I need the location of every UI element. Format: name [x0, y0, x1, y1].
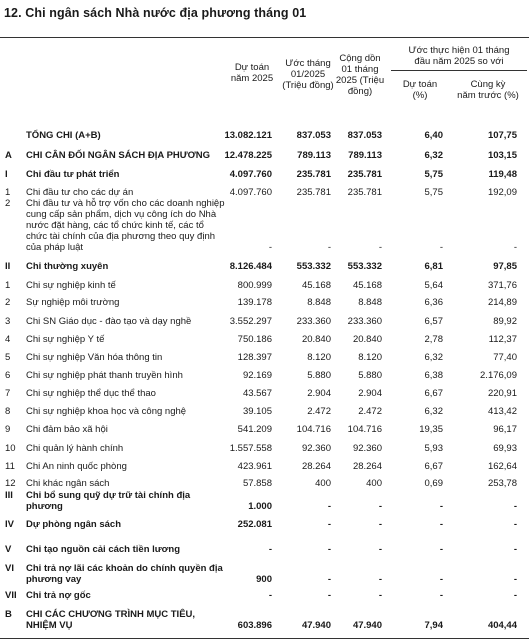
cell-estimate-2025: 900 — [256, 574, 272, 585]
header-vs-estimate — [392, 79, 448, 101]
cell-pct-vs-last-year: - — [513, 519, 517, 530]
row-label: Chi quản lý hành chính — [26, 443, 124, 454]
header-month-estimate — [278, 58, 338, 91]
cell-cumulative: 104.716 — [347, 424, 382, 435]
cell-estimate-2025: 603.896 — [237, 620, 272, 631]
cell-cumulative: 20.840 — [352, 334, 382, 345]
cell-cumulative: 28.264 — [352, 461, 382, 472]
cell-pct-of-estimate: - — [439, 242, 443, 253]
cell-pct-of-estimate: 6,57 — [424, 316, 443, 327]
row-code: 9 — [5, 424, 11, 435]
header-estimate — [220, 62, 284, 84]
cell-month-estimate: - — [327, 519, 331, 530]
cell-cumulative: 47.940 — [352, 620, 382, 631]
cell-pct-vs-last-year: 107,75 — [487, 130, 517, 141]
row-label: Chi sự nghiệp Văn hóa thông tin — [26, 352, 163, 363]
cell-month-estimate: - — [327, 574, 331, 585]
cell-month-estimate: - — [327, 242, 331, 253]
row-label: Chi trả nợ lãi các khoản do chính quyền địa phương vay — [26, 563, 223, 585]
cell-pct-vs-last-year: 214,89 — [487, 297, 517, 308]
cell-pct-vs-last-year: 97,85 — [493, 261, 517, 272]
cell-cumulative: 837.053 — [347, 130, 382, 141]
cell-pct-of-estimate: - — [439, 501, 443, 512]
row-label: CHI CÂN ĐỐI NGÂN SÁCH ĐỊA PHƯƠNG — [26, 150, 210, 161]
cell-month-estimate: 789.113 — [297, 150, 331, 161]
cell-pct-vs-last-year: 89,92 — [493, 316, 517, 327]
row-label: Chi sự nghiệp thể dục thể thao — [26, 388, 156, 399]
cell-estimate-2025: - — [268, 590, 272, 601]
cell-cumulative: 2.472 — [358, 406, 382, 417]
cell-pct-vs-last-year: 77,40 — [493, 352, 517, 363]
header-line: năm 2025 — [230, 73, 274, 84]
cell-pct-vs-last-year: 103,15 — [487, 150, 517, 161]
row-label: Chi sự nghiệp phát thanh truyền hình — [26, 370, 183, 381]
header-line: Dự toán — [402, 79, 438, 90]
cell-pct-vs-last-year: 162,64 — [487, 461, 517, 472]
header-line: 01 tháng — [341, 64, 379, 75]
cell-cumulative: - — [378, 242, 382, 253]
cell-pct-vs-last-year: 119,48 — [488, 169, 517, 180]
row-label: Chi SN Giáo dục - đào tạo và dạy nghề — [26, 316, 192, 327]
cell-cumulative: 8.848 — [358, 297, 382, 308]
row-label: Dự phòng ngân sách — [26, 519, 122, 530]
cell-cumulative: 553.332 — [347, 261, 382, 272]
cell-pct-vs-last-year: 220,91 — [487, 388, 517, 399]
cell-pct-of-estimate: - — [439, 519, 443, 530]
row-label: Chi đầu tư cho các dự án — [26, 187, 134, 198]
cell-pct-vs-last-year: 253,78 — [487, 478, 517, 489]
cell-month-estimate: 2.472 — [307, 406, 331, 417]
row-code: 4 — [5, 334, 11, 345]
row-code: 11 — [5, 461, 15, 472]
cell-pct-of-estimate: 6,81 — [424, 261, 443, 272]
cell-month-estimate: 8.848 — [307, 297, 331, 308]
row-label: Sự nghiệp môi trường — [26, 297, 120, 308]
cell-month-estimate: 8.120 — [307, 352, 331, 363]
row-label: Chi sự nghiệp Y tế — [26, 334, 105, 345]
header-group — [391, 45, 527, 67]
row-label: Chi trả nợ gốc — [26, 590, 91, 601]
cell-estimate-2025: 3.552.297 — [229, 316, 272, 327]
cell-month-estimate: 837.053 — [296, 130, 331, 141]
cell-pct-of-estimate: 19,35 — [419, 424, 443, 435]
cell-pct-of-estimate: 6,32 — [424, 150, 443, 161]
cell-month-estimate: 400 — [315, 478, 331, 489]
cell-month-estimate: 104.716 — [296, 424, 331, 435]
cell-pct-vs-last-year: 2.176,09 — [480, 370, 517, 381]
cell-pct-vs-last-year: 192,09 — [487, 187, 517, 198]
cell-month-estimate: 553.332 — [296, 261, 331, 272]
cell-month-estimate: - — [327, 590, 331, 601]
cell-cumulative: 45.168 — [352, 280, 382, 291]
cell-pct-vs-last-year: 112,37 — [488, 334, 517, 345]
row-label: Chi đầu tư phát triển — [26, 169, 120, 180]
table-bottom-rule — [0, 638, 529, 639]
header-line: 01/2025 — [290, 69, 326, 80]
header-line: Ước thực hiện 01 tháng — [408, 45, 510, 56]
header-cumulative — [332, 53, 388, 97]
header-line: Cùng kỳ — [470, 79, 506, 90]
row-code: III — [5, 490, 13, 501]
header-line: đầu năm 2025 so với — [414, 56, 504, 67]
cell-month-estimate: 235.781 — [296, 187, 331, 198]
cell-estimate-2025: 800.999 — [237, 280, 272, 291]
header-line: Ước tháng — [285, 58, 331, 69]
cell-cumulative: 235.781 — [347, 169, 382, 180]
cell-cumulative: 400 — [366, 478, 382, 489]
row-label: Chi thường xuyên — [26, 261, 109, 272]
cell-cumulative: - — [378, 574, 382, 585]
cell-cumulative: - — [378, 544, 382, 555]
cell-pct-of-estimate: 5,93 — [424, 443, 443, 454]
cell-pct-of-estimate: 5,64 — [424, 280, 443, 291]
cell-cumulative: - — [378, 501, 382, 512]
row-code: 2 — [5, 297, 11, 308]
cell-pct-vs-last-year: 96,17 — [493, 424, 517, 435]
cell-month-estimate: - — [327, 501, 331, 512]
cell-pct-of-estimate: 0,69 — [424, 478, 443, 489]
cell-estimate-2025: 1.000 — [248, 501, 272, 512]
cell-pct-vs-last-year: - — [513, 590, 517, 601]
cell-estimate-2025: 750.186 — [237, 334, 272, 345]
cell-pct-of-estimate: - — [439, 544, 443, 555]
row-label: CHI CÁC CHƯƠNG TRÌNH MỤC TIÊU, NHIỆM VỤ — [26, 609, 196, 631]
cell-pct-of-estimate: 6,40 — [424, 130, 443, 141]
cell-pct-of-estimate: 6,67 — [424, 461, 443, 472]
cell-cumulative: - — [378, 590, 382, 601]
row-code: 8 — [5, 406, 11, 417]
cell-cumulative: 92.360 — [352, 443, 382, 454]
row-code: II — [5, 261, 11, 272]
cell-estimate-2025: 252.081 — [237, 519, 272, 530]
row-code: VII — [5, 590, 17, 601]
cell-cumulative: 233.360 — [347, 316, 382, 327]
cell-month-estimate: 45.168 — [301, 280, 331, 291]
cell-estimate-2025: 4.097.760 — [229, 187, 272, 198]
cell-month-estimate: 233.360 — [296, 316, 331, 327]
row-code: A — [5, 150, 12, 161]
row-code: B — [5, 609, 12, 620]
cell-cumulative: 789.113 — [348, 150, 382, 161]
row-code: VI — [5, 563, 14, 574]
cell-estimate-2025: 541.209 — [237, 424, 272, 435]
row-label: Chi khác ngân sách — [26, 478, 110, 489]
row-code: 5 — [5, 352, 11, 363]
row-label: Chi An ninh quốc phòng — [26, 461, 127, 472]
cell-month-estimate: 5.880 — [307, 370, 331, 381]
header-line: đồng) — [347, 86, 373, 97]
cell-pct-vs-last-year: - — [513, 242, 517, 253]
row-label: Chi sự nghiệp kinh tế — [26, 280, 116, 291]
cell-estimate-2025: 423.961 — [237, 461, 272, 472]
header-line: Dự toán — [234, 62, 270, 73]
cell-month-estimate: 2.904 — [307, 388, 331, 399]
cell-pct-of-estimate: - — [439, 590, 443, 601]
row-code: 3 — [5, 316, 11, 327]
cell-pct-of-estimate: - — [439, 574, 443, 585]
row-label: Chi tạo nguồn cải cách tiền lương — [26, 544, 181, 555]
cell-month-estimate: - — [327, 544, 331, 555]
cell-pct-vs-last-year: 413,42 — [487, 406, 517, 417]
page-title: 12. Chi ngân sách Nhà nước địa phương tháng 01 — [4, 6, 307, 20]
cell-month-estimate: 92.360 — [301, 443, 331, 454]
row-code: 1 — [5, 280, 11, 291]
cell-estimate-2025: 43.567 — [242, 388, 272, 399]
table-top-rule — [0, 37, 529, 38]
cell-pct-vs-last-year: - — [513, 574, 517, 585]
cell-estimate-2025: 57.858 — [242, 478, 272, 489]
cell-cumulative: 8.120 — [358, 352, 382, 363]
row-code: IV — [5, 519, 14, 530]
row-label: Chi sự nghiệp khoa học và công nghệ — [26, 406, 187, 417]
header-line: (%) — [412, 90, 428, 101]
cell-pct-of-estimate: 7,94 — [424, 620, 443, 631]
cell-estimate-2025: 12.478.225 — [224, 150, 272, 161]
cell-estimate-2025: - — [268, 544, 272, 555]
cell-pct-of-estimate: 5,75 — [424, 169, 443, 180]
row-code: 12 — [5, 478, 16, 489]
header-line: năm trước (%) — [457, 90, 519, 101]
cell-cumulative: - — [378, 519, 382, 530]
row-code: 7 — [5, 388, 11, 399]
cell-pct-vs-last-year: - — [513, 544, 517, 555]
row-label: TỔNG CHI (A+B) — [26, 130, 101, 141]
cell-pct-of-estimate: 6,32 — [424, 406, 443, 417]
cell-estimate-2025: 8.126.484 — [229, 261, 272, 272]
cell-pct-vs-last-year: 371,76 — [487, 280, 517, 291]
header-group-rule — [391, 70, 527, 71]
cell-estimate-2025: 13.082.121 — [224, 130, 272, 141]
cell-pct-of-estimate: 6,67 — [424, 388, 443, 399]
cell-estimate-2025: 92.169 — [242, 370, 272, 381]
cell-pct-of-estimate: 6,38 — [424, 370, 443, 381]
header-line: 2025 (Triệu — [335, 75, 385, 86]
cell-cumulative: 5.880 — [358, 370, 382, 381]
cell-cumulative: 2.904 — [358, 388, 382, 399]
row-code: 10 — [5, 443, 16, 454]
cell-pct-vs-last-year: 69,93 — [493, 443, 517, 454]
cell-pct-of-estimate: 6,36 — [424, 297, 443, 308]
cell-pct-vs-last-year: 404,44 — [487, 620, 517, 631]
row-code: V — [5, 544, 12, 555]
cell-pct-of-estimate: 2,78 — [424, 334, 443, 345]
cell-month-estimate: 28.264 — [301, 461, 331, 472]
cell-month-estimate: 235.781 — [296, 169, 331, 180]
row-code: 2 — [5, 198, 11, 209]
header-vs-last-year — [448, 79, 528, 101]
cell-pct-of-estimate: 6,32 — [424, 352, 443, 363]
cell-pct-vs-last-year: - — [513, 501, 517, 512]
cell-estimate-2025: 128.397 — [237, 352, 272, 363]
row-label: Chi đảm bảo xã hội — [26, 424, 108, 435]
header-line: Cộng dồn — [339, 53, 381, 64]
row-label: Chi đầu tư và hỗ trợ vốn cho các doanh nghiệp cung cấp sản phẩm, dịch vụ công ích do Nhà nước đặt hàng, các tổ chức kinh tế, các tổ chức tài chính của địa phương theo quy định của pháp luật — [26, 198, 225, 253]
cell-cumulative: 235.781 — [347, 187, 382, 198]
cell-estimate-2025: 139.178 — [237, 297, 272, 308]
row-code: 1 — [5, 187, 11, 198]
cell-estimate-2025: 39.105 — [242, 406, 272, 417]
row-code: I — [5, 169, 8, 180]
cell-month-estimate: 20.840 — [301, 334, 331, 345]
row-label: Chi bổ sung quỹ dự trữ tài chính địa phương — [26, 490, 191, 512]
cell-month-estimate: 47.940 — [301, 620, 331, 631]
cell-pct-of-estimate: 5,75 — [424, 187, 443, 198]
cell-estimate-2025: 4.097.760 — [229, 169, 272, 180]
cell-estimate-2025: - — [268, 242, 272, 253]
row-code: 6 — [5, 370, 11, 381]
cell-estimate-2025: 1.557.558 — [229, 443, 272, 454]
header-line: (Triệu đồng) — [282, 80, 334, 91]
